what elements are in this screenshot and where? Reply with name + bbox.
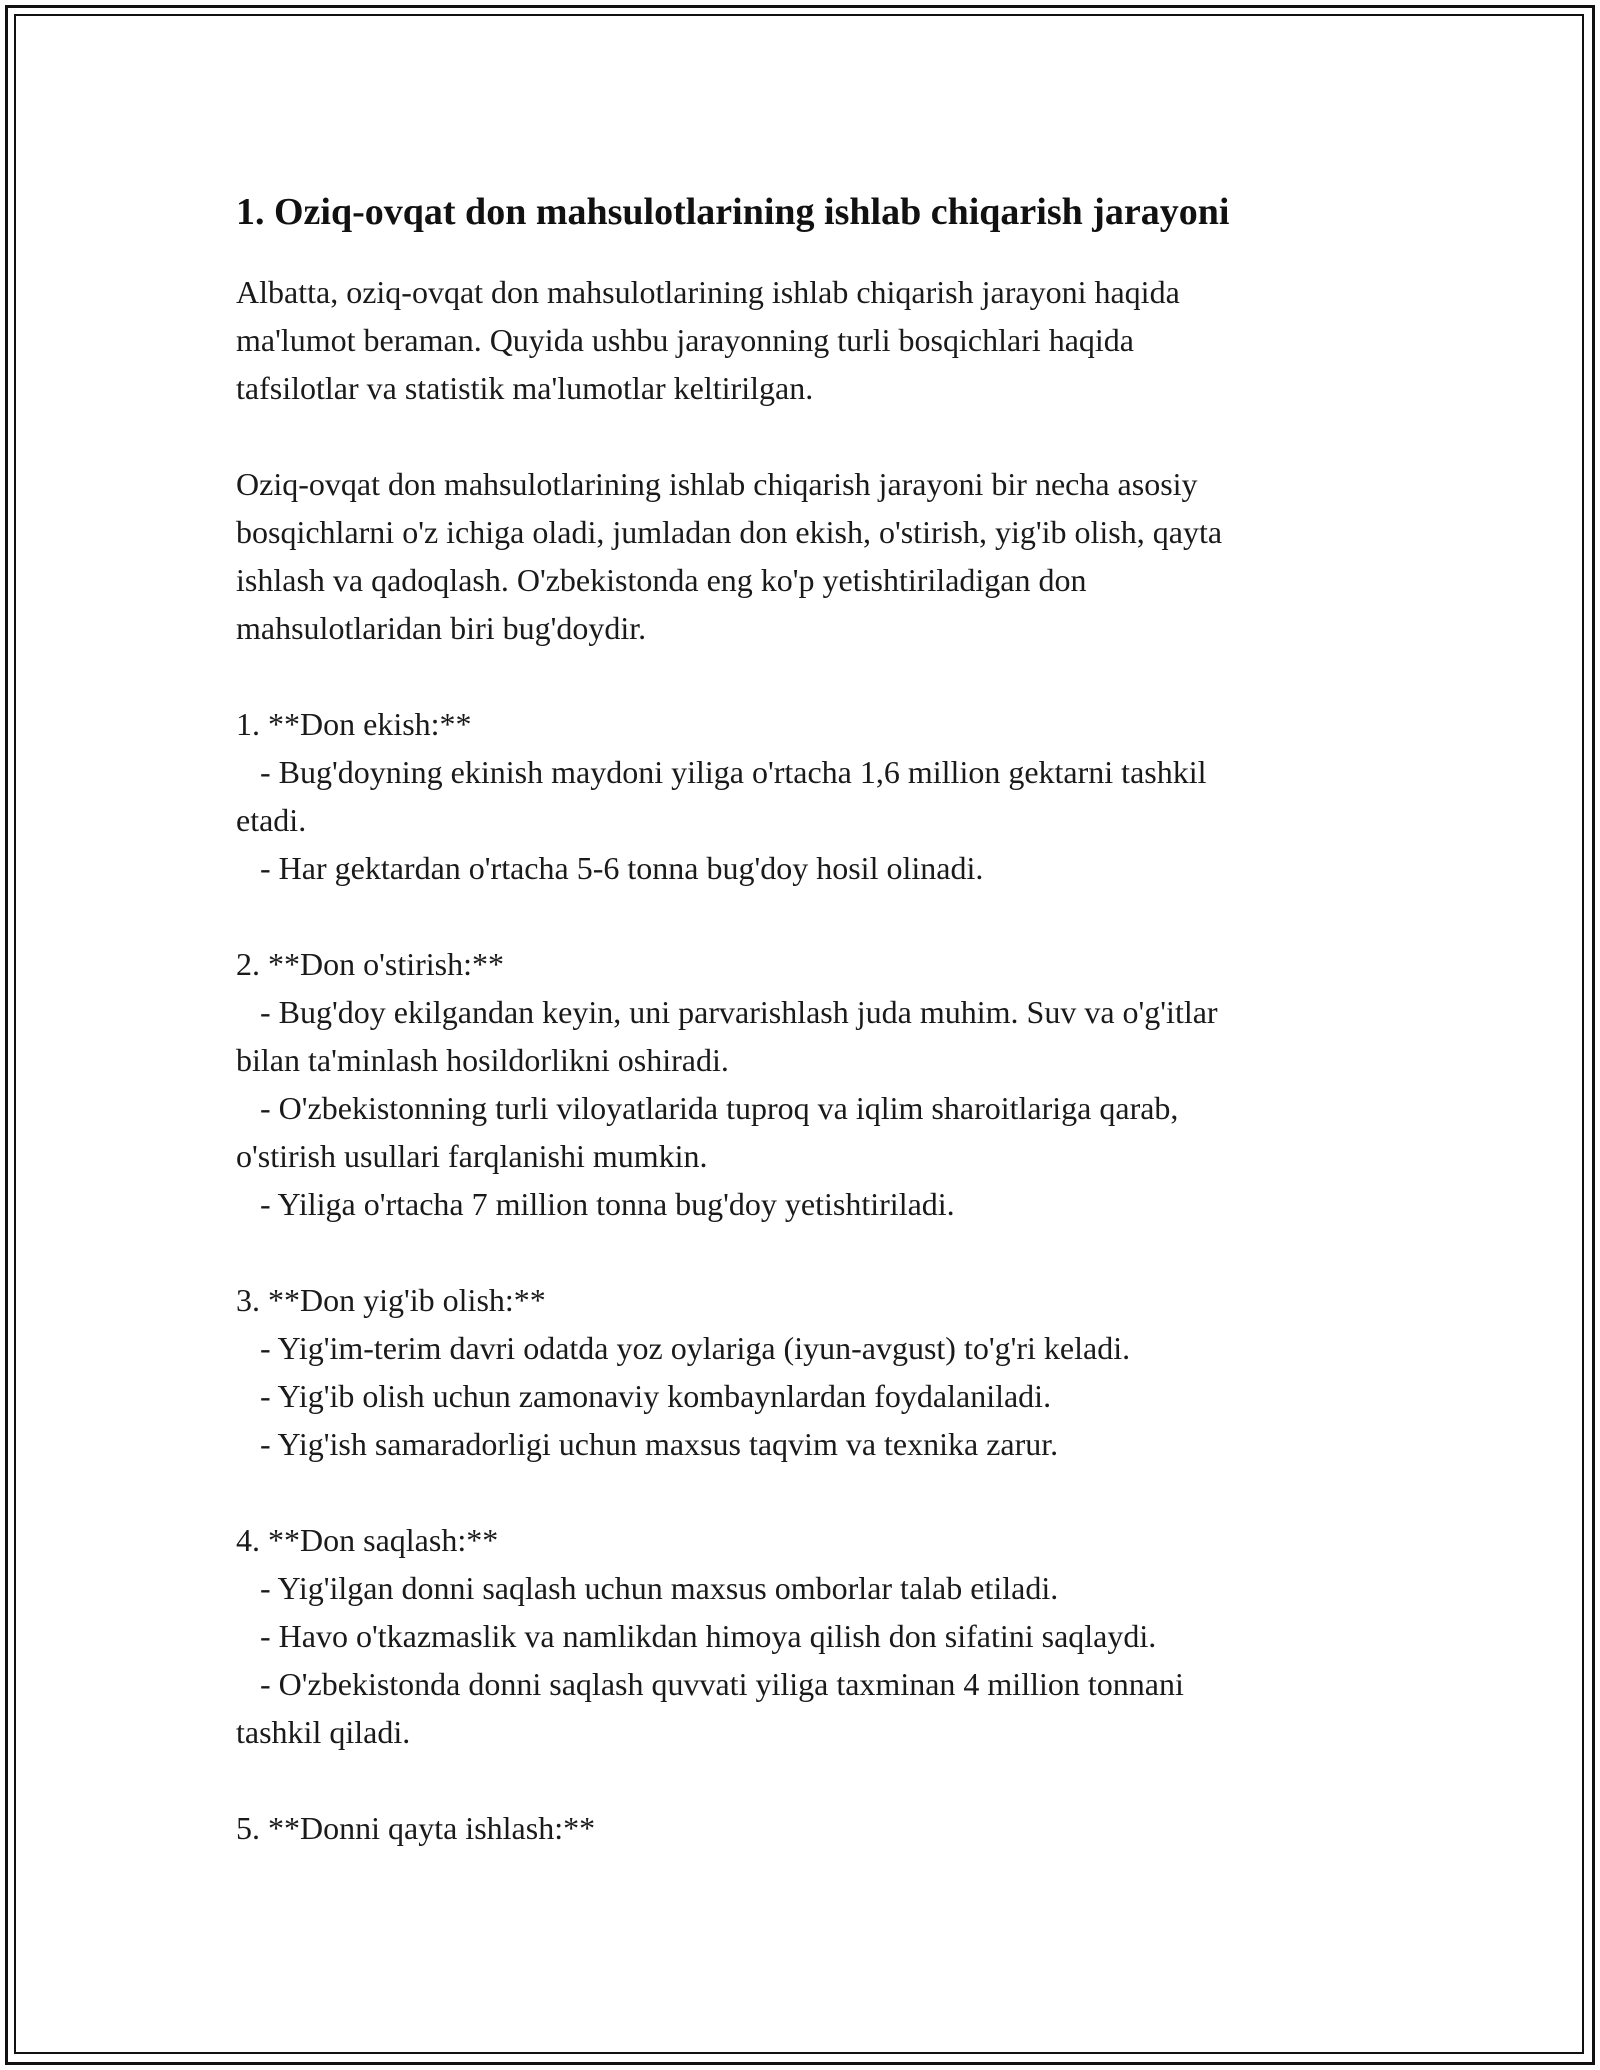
paragraph-gap [236,1756,1386,1804]
paragraph-gap [236,412,1386,460]
section-don-saqlash: 4. **Don saqlash:** - Yig'ilgan donni saqlash uchun maxsus omborlar talab etiladi. - Havo o'tkazmaslik va namlikdan himoya qilish don sifatini saqlaydi. - O'zbekistonda donni saqlash quvvati yiliga taxminan 4 million tonnani tashkil qiladi. [236,1522,1184,1750]
paragraph-gap [236,892,1386,940]
paragraph-gap [236,652,1386,700]
overview-paragraph: Oziq-ovqat don mahsulotlarining ishlab chiqarish jarayoni bir necha asosiy bosqichlarni o'z ichiga oladi, jumladan don ekish, o'stirish, yig'ib olish, qayta ishlash va qadoqlash. O'zbekistonda eng ko'p yetishtiriladigan don mahsulotlaridan biri bug'doydir. [236,466,1223,646]
paragraph-gap [236,1468,1386,1516]
intro-paragraph: Albatta, oziq-ovqat don mahsulotlarining ishlab chiqarish jarayoni haqida ma'lumot beraman. Quyida ushbu jarayonning turli bosqichlari haqida tafsilotlar va statistik ma'lumotlar keltirilgan. [236,274,1180,406]
section-don-ekish: 1. **Don ekish:** - Bug'doyning ekinish maydoni yiliga o'rtacha 1,6 million gektarni tashkil etadi. - Har gektardan o'rtacha 5-6 tonna bug'doy hosil olinadi. [236,706,1207,886]
document-title: 1. Oziq-ovqat don mahsulotlarining ishlab chiqarish jarayoni [236,191,1230,233]
section-donni-qayta-ishlash: 5. **Donni qayta ishlash:** [236,1810,596,1846]
section-don-ostirish: 2. **Don o'stirish:** - Bug'doy ekilgandan keyin, uni parvarishlash juda muhim. Suv va o'g'itlar bilan ta'minlash hosildorlikni oshiradi. - O'zbekistonning turli viloyatlarida tuproq va iqlim sharoitlariga qarab, o'stirish usullari farqlanishi mumkin. - Yiliga o'rtacha 7 million tonna bug'doy yetishtiriladi. [236,946,1218,1222]
paragraph-gap [236,1228,1386,1276]
section-don-yigib-olish: 3. **Don yig'ib olish:** - Yig'im-terim davri odatda yoz oylariga (iyun-avgust) to'g'ri keladi. - Yig'ib olish uchun zamonaviy kombaynlardan foydalaniladi. - Yig'ish samaradorligi uchun maxsus taqvim va texnika zarur. [236,1282,1131,1462]
document-body [236,184,1386,1852]
